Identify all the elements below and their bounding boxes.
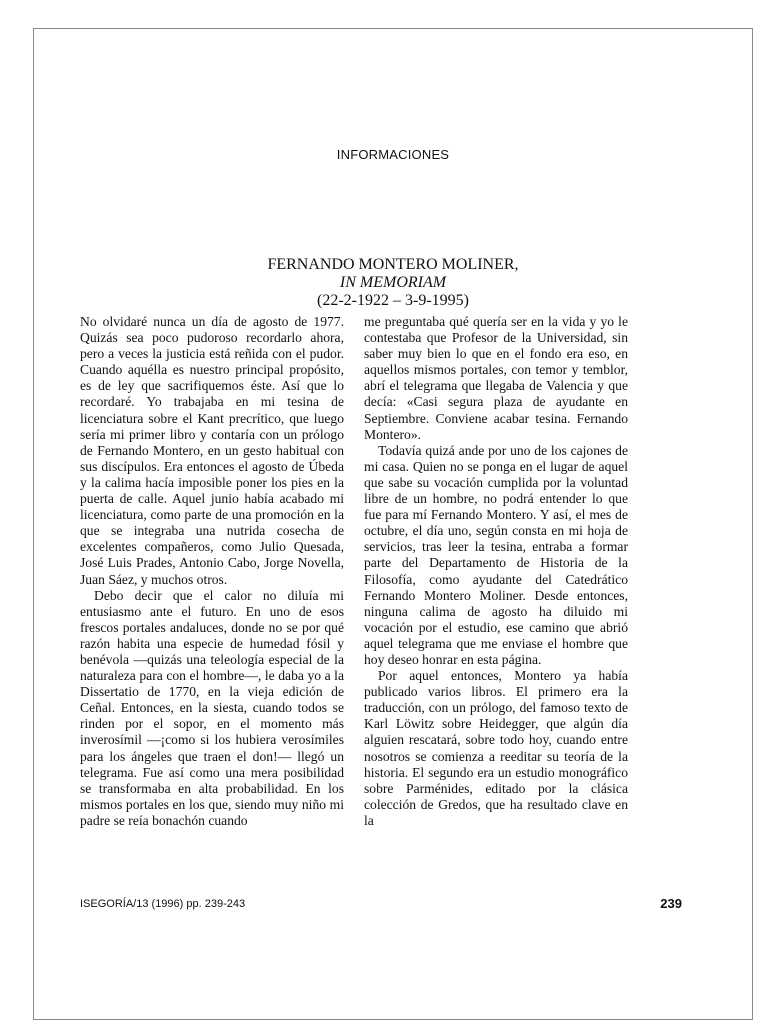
journal-citation: ISEGORÍA/13 (1996) pp. 239-243 bbox=[80, 898, 246, 910]
article-title: FERNANDO MONTERO MOLINER, bbox=[267, 256, 519, 273]
article-dates: (22-2-1922 – 3-9-1995) bbox=[317, 292, 469, 309]
article-subtitle: IN MEMORIAM bbox=[339, 274, 447, 291]
text-column-left bbox=[80, 314, 344, 829]
section-header: INFORMACIONES bbox=[336, 147, 450, 162]
paragraph: No olvidaré nunca un día de agosto de 1977. Quizás sea poco pudoroso recordarlo ahora, pero a veces la justicia está reñida con el pudor. Cuando aquélla es nuestro principal propósito, es de ley que sacrifiquemos éste. Así que lo recordaré. Yo trabajaba en mi tesina de licenciatura sobre el Kant precrítico, que luego sería mi primer libro y contaría con un prólogo de Fernando Montero, en un gesto habitual con sus discípulos. Era entonces el agosto de Úbeda y la calima hacía imposible poner los pies en la puerta de calle. Aquel junio había acabado mi licenciatura, como parte de una promoción en la que se integraba una nutrida cosecha de excelentes compañeros, como Julio Quesada, José Luis Prades, Antonio Cabo, Jorge Novella, Juan Sáez, y muchos otros. bbox=[80, 314, 344, 587]
text-column-right bbox=[364, 314, 628, 829]
paragraph: Todavía quizá ande por uno de los cajones de mi casa. Quien no se ponga en el lugar de aquel que sabe su vocación cumplida por la voluntad libre de un hombre, no podrá entender lo que fue para mí Fernando Montero. Y así, el mes de octubre, el día uno, según consta en mi hoja de servicios, tras leer la tesina, entraba a formar parte del Departamento de Historia de la Filosofía, como ayudante del Catedrático Fernando Montero Moliner. Desde entonces, ninguna calima de agosto ha diluido mi vocación por el estudio, ese camino que abrió aquel telegrama que me enviase el hombre que hoy deseo honrar en esta página. bbox=[364, 442, 628, 667]
article-title-block bbox=[34, 256, 752, 310]
paragraph: Por aquel entonces, Montero ya había publicado varios libros. El primero era la traducción, con un prólogo, del famoso texto de Karl Löwitz sobre Heidegger, que algún día alguien rescatará, sobre todo hoy, cuando entre nosotros se comienza a reeditar su teoría de la historia. El segundo era un estudio monográfico sobre Parménides, editado por la clásica colección de Gredos, que ha resultado clave en la bbox=[364, 668, 628, 828]
page-number: 239 bbox=[660, 896, 682, 911]
paragraph: Debo decir que el calor no diluía mi entusiasmo ante el futuro. En uno de esos frescos portales andaluces, donde no se por qué razón habita una especie de humedad fósil y benévola —quizás una teleología especial de la naturaleza para con el hombre—, le daba yo a la Dissertatio de 1770, en la vieja edición de Ceñal. Entonces, en la siesta, cuando todos se rinden por el sopor, en el momento más inverosímil —¡como si los hubiera verosímiles para los ángeles que traen el don!— llegó un telegrama. Fue así como una mera posibilidad se transformaba en alta probabilidad. En los mismos portales en los que, siendo muy niño mi padre se reía bonachón cuando bbox=[80, 587, 344, 828]
paragraph: me preguntaba qué quería ser en la vida y yo le contestaba que Profesor de la Universidad, sin saber muy bien lo que en el fondo era eso, en aquellos mismos portales, con temor y temblor, abrí el telegrama que llegaba de Valencia y que decía: «Casi segura plaza de ayudante en Septiembre. Conviene acabar tesina. Fernando Montero». bbox=[364, 314, 628, 442]
